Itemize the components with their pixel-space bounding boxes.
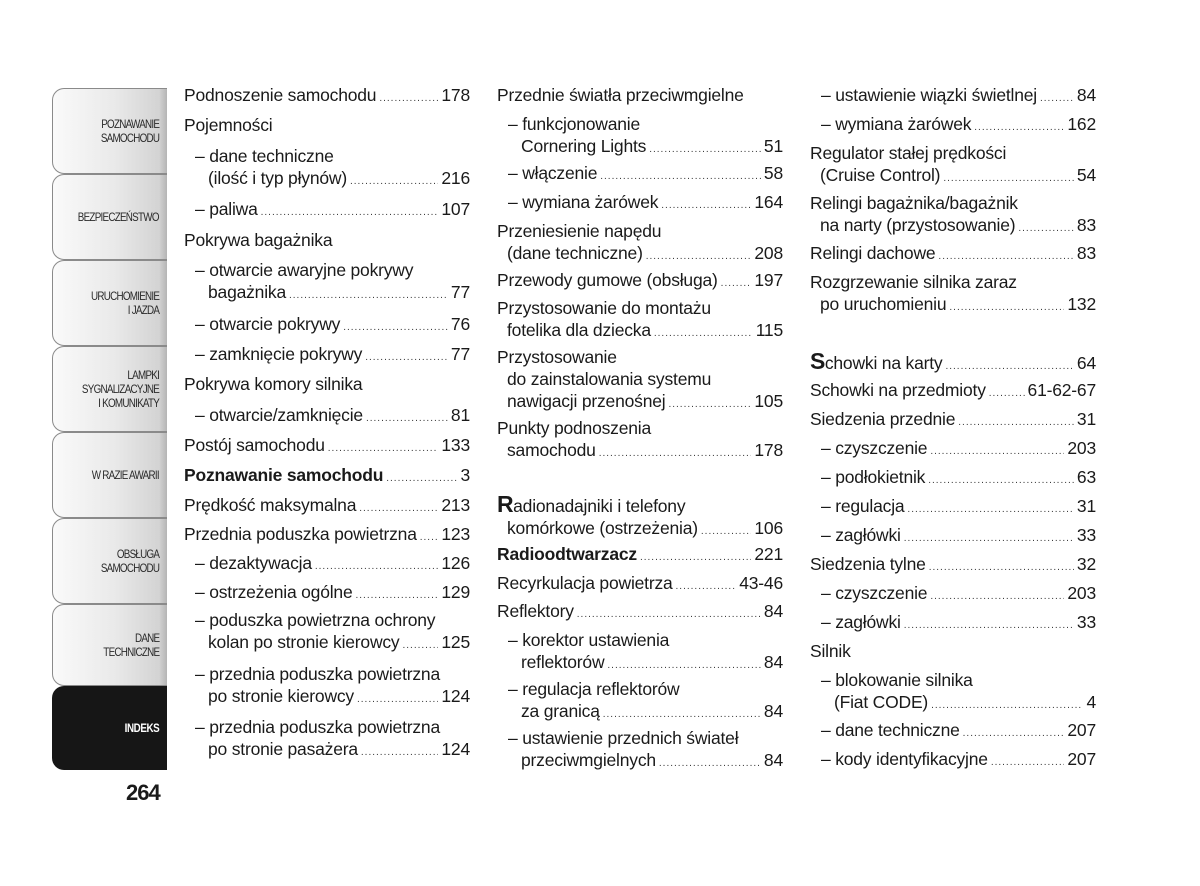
chapter-tab-4[interactable]: [52, 346, 167, 432]
index-entry-text: – zagłówki: [821, 612, 901, 632]
index-entry-text: Radionadajniki i telefony: [497, 491, 686, 517]
dot-leader: [379, 88, 438, 110]
dot-leader: [930, 586, 1064, 608]
index-entry-text: – blokowanie silnika: [821, 670, 973, 690]
index-entry-text: Przystosowanie do montażu: [497, 298, 711, 318]
index-entry-text: bagażnika: [208, 282, 286, 302]
page-reference: 178: [441, 85, 470, 105]
page-reference: 31: [1076, 409, 1096, 429]
dot-leader: [931, 695, 1083, 717]
dot-leader: [420, 527, 439, 549]
page-reference: 207: [1067, 720, 1096, 740]
page-reference: 63: [1076, 467, 1096, 487]
dot-leader: [989, 383, 1025, 405]
dot-leader: [261, 202, 439, 224]
index-entry: [497, 269, 783, 295]
index-entry-text: – dane techniczne: [821, 720, 960, 740]
dot-leader: [577, 604, 761, 626]
index-entry: [810, 242, 1096, 268]
index-entry-text: – zagłówki: [821, 525, 901, 545]
index-entry: [184, 313, 470, 339]
dot-leader: [929, 557, 1074, 579]
index-entry-text: samochodu: [507, 440, 596, 460]
index-entry-text: Siedzenia tylne: [810, 554, 926, 574]
index-entry: [810, 495, 1096, 521]
index-entry: [184, 464, 470, 490]
index-entry: [184, 259, 470, 307]
page-reference: 105: [754, 391, 783, 411]
dot-leader: [328, 438, 439, 460]
index-entry-text: Poznawanie samochodu: [184, 465, 384, 485]
page-reference: 84: [763, 601, 783, 621]
page-number: 264: [126, 780, 160, 805]
dot-leader: [350, 171, 438, 193]
dot-leader: [386, 468, 457, 490]
index-entry-text: Pojemności: [184, 115, 273, 135]
dot-leader: [930, 441, 1064, 463]
index-entry-text: – dezaktywacja: [195, 553, 312, 573]
index-entry-text: Silnik: [810, 641, 851, 661]
page-reference: 83: [1076, 243, 1096, 263]
page-reference: 221: [754, 544, 783, 564]
index-entry: [184, 523, 470, 549]
page-reference: 124: [441, 686, 470, 706]
chapter-tab-7[interactable]: [52, 604, 167, 686]
index-entry-text: po stronie kierowcy: [208, 686, 354, 706]
index-entry: [810, 582, 1096, 608]
page-reference: 133: [441, 435, 470, 455]
index-entry: [497, 629, 783, 677]
page-reference: 203: [1067, 438, 1096, 458]
index-entry: [810, 408, 1096, 434]
index-entry: [184, 198, 470, 224]
chapter-tab-6[interactable]: [52, 518, 167, 604]
index-entry: [184, 404, 470, 430]
chapter-tab-label: LAMPKI SYGNALIZACYJNE I KOMUNIKATY: [81, 368, 159, 410]
dot-leader: [649, 139, 761, 161]
page-reference: 207: [1067, 749, 1096, 769]
index-entry-text: po uruchomieniu: [820, 294, 947, 314]
index-entry-text: Pokrywa bagażnika: [184, 230, 333, 250]
index-entry: [184, 552, 470, 578]
index-entry: [497, 493, 783, 543]
index-entry-text: – ostrzeżenia ogólne: [195, 582, 353, 602]
dot-leader: [343, 317, 448, 339]
index-entry: [810, 379, 1096, 405]
page-reference: 216: [441, 168, 470, 188]
index-entry: [184, 114, 470, 136]
dot-leader: [661, 195, 751, 217]
page-reference: 3: [460, 465, 470, 485]
index-entry-text: – zamknięcie pokrywy: [195, 344, 363, 364]
page-reference: 64: [1076, 353, 1096, 373]
index-entry-text: Schowki na przedmioty: [810, 380, 986, 400]
index-entry: [497, 113, 783, 161]
index-entry: [810, 271, 1096, 319]
index-entry-text: przeciwmgielnych: [521, 750, 656, 770]
page-reference: 115: [755, 320, 783, 340]
index-entry-text: – regulacja reflektorów: [508, 679, 680, 699]
dot-leader: [289, 285, 448, 307]
dot-leader: [721, 273, 752, 295]
index-entry: [810, 350, 1096, 378]
index-entry-text: (dane techniczne): [507, 243, 643, 263]
index-entry-text: Przeniesienie napędu: [497, 221, 662, 241]
dot-leader: [1040, 88, 1074, 110]
index-entry-text: Postój samochodu: [184, 435, 325, 455]
index-entry: [497, 572, 783, 598]
chapter-tab-label: OBSŁUGA SAMOCHODU: [100, 547, 159, 575]
chapter-tab-2[interactable]: [52, 174, 167, 260]
page-reference: 84: [763, 701, 783, 721]
index-entry-text: – kody identyfikacyjne: [821, 749, 988, 769]
chapter-tab-label: INDEKS: [124, 721, 159, 735]
index-entry: [497, 543, 783, 569]
dot-leader: [907, 499, 1074, 521]
index-entry-text: Siedzenia przednie: [810, 409, 956, 429]
page-reference: 4: [1086, 692, 1096, 712]
chapter-tab-1[interactable]: [52, 88, 167, 174]
index-entry: [184, 434, 470, 460]
index-entry-text: – otwarcie/zamknięcie: [195, 405, 363, 425]
index-entry: [497, 346, 783, 416]
index-entry: [810, 466, 1096, 492]
index-entry-text: (ilość i typ płynów): [208, 168, 347, 188]
page-reference: 51: [763, 136, 783, 156]
dot-leader: [945, 356, 1073, 378]
index-entry-text: Pokrywa komory silnika: [184, 374, 363, 394]
index-entry-text: Relingi bagażnika/bagażnik: [810, 193, 1018, 213]
page-reference: 178: [754, 440, 783, 460]
dot-leader: [963, 723, 1065, 745]
chapter-tab-label: DANE TECHNICZNE: [102, 631, 159, 659]
dot-leader: [359, 498, 438, 520]
page-reference: 81: [450, 405, 470, 425]
index-entry: [497, 84, 783, 106]
dot-leader: [904, 615, 1074, 637]
index-entry-text: reflektorów: [521, 652, 605, 672]
page-reference: 32: [1076, 554, 1096, 574]
index-entry: [497, 727, 783, 775]
chapter-tab-label: BEZPIECZEŃSTWO: [78, 210, 159, 224]
dot-leader: [991, 752, 1065, 774]
dot-leader: [958, 412, 1074, 434]
page-reference: 84: [763, 652, 783, 672]
index-entry-text: – otwarcie pokrywy: [195, 314, 341, 334]
dot-leader: [603, 704, 761, 726]
index-entry-text: (Fiat CODE): [834, 692, 929, 712]
chapter-tab-label: URUCHOMIENIE I JAZDA: [90, 289, 159, 317]
index-entry-text: Schowki na karty: [810, 348, 943, 374]
dot-leader: [640, 547, 751, 569]
page-reference: 43-46: [739, 573, 783, 593]
index-entry-text: – korektor ustawienia: [508, 630, 670, 650]
dot-leader: [356, 585, 439, 607]
index-entry: [497, 600, 783, 626]
page-reference: 125: [441, 632, 470, 652]
index-entry: [184, 145, 470, 193]
index-entry: [497, 191, 783, 217]
index-entry: [184, 343, 470, 369]
index-entry-text: po stronie pasażera: [208, 739, 358, 759]
index-entry-text: Prędkość maksymalna: [184, 495, 357, 515]
index-entry-text: – ustawienie przednich świateł: [508, 728, 739, 748]
page-reference: 77: [450, 344, 470, 364]
dot-leader: [646, 246, 752, 268]
index-entry-text: Przystosowanie: [497, 347, 617, 367]
page-reference: 123: [441, 524, 470, 544]
index-entry: [184, 581, 470, 607]
page-reference: 61-62-67: [1027, 380, 1096, 400]
index-entry: [184, 663, 470, 711]
dot-leader: [361, 742, 438, 764]
index-entry: [497, 220, 783, 268]
index-entry-text: – podłokietnik: [821, 467, 926, 487]
index-entry: [184, 229, 470, 251]
page-reference: 31: [1076, 496, 1096, 516]
dot-leader: [943, 168, 1074, 190]
dot-leader: [599, 443, 752, 465]
page-reference: 162: [1067, 114, 1096, 134]
chapter-tab-label: POZNAWANIE SAMOCHODU: [100, 117, 159, 145]
index-entry-text: Recyrkulacja powietrza: [497, 573, 673, 593]
index-entry: [184, 373, 470, 395]
chapter-tab-8[interactable]: [52, 686, 167, 770]
index-entry-text: Relingi dachowe: [810, 243, 936, 263]
index-entry-text: Przewody gumowe (obsługa): [497, 270, 718, 290]
index-entry: [497, 162, 783, 188]
index-entry: [810, 524, 1096, 550]
page-reference: 129: [441, 582, 470, 602]
index-entry-text: Punkty podnoszenia: [497, 418, 652, 438]
dot-leader: [654, 323, 753, 345]
index-entry-text: za granicą: [521, 701, 600, 721]
dot-leader: [949, 297, 1064, 319]
dot-leader: [357, 689, 438, 711]
index-entry: [810, 611, 1096, 637]
index-entry-text: – ustawienie wiązki świetlnej: [821, 85, 1037, 105]
dot-leader: [1018, 218, 1074, 240]
dot-leader: [365, 347, 448, 369]
index-entry: [497, 297, 783, 345]
dot-leader: [938, 246, 1074, 268]
page-reference: 208: [754, 243, 783, 263]
index-entry-text: – paliwa: [195, 199, 258, 219]
page-reference: 83: [1076, 215, 1096, 235]
index-entry-text: – otwarcie awaryjne pokrywy: [195, 260, 414, 280]
dot-leader: [974, 117, 1064, 139]
dot-leader: [600, 166, 761, 188]
index-entry: [810, 719, 1096, 745]
page-reference: 203: [1067, 583, 1096, 603]
chapter-tab-5[interactable]: [52, 432, 167, 518]
dot-leader: [668, 394, 751, 416]
index-entry: [810, 113, 1096, 139]
page-reference: 84: [1076, 85, 1096, 105]
index-entry-text: – przednia poduszka powietrzna: [195, 717, 440, 737]
index-entry: [810, 640, 1096, 662]
index-entry-text: – wymiana żarówek: [821, 114, 972, 134]
index-entry-text: kolan po stronie kierowcy: [208, 632, 400, 652]
chapter-tab-label: W RAZIE AWARII: [91, 468, 159, 482]
index-entry-text: Rozgrzewanie silnika zaraz: [810, 272, 1017, 292]
index-entry-text: Radioodtwarzacz: [497, 544, 637, 564]
page-reference: 164: [754, 192, 783, 212]
index-entry-text: Reflektory: [497, 601, 574, 621]
page-reference: 106: [754, 518, 783, 538]
index-entry: [184, 609, 470, 657]
index-entry: [497, 417, 783, 465]
index-entry-text: – funkcjonowanie: [508, 114, 641, 134]
index-entry-text: fotelika dla dziecka: [507, 320, 651, 340]
index-entry: [184, 716, 470, 764]
index-entry-text: – poduszka powietrzna ochrony: [195, 610, 436, 630]
page-reference: 77: [450, 282, 470, 302]
index-entry-text: do zainstalowania systemu: [507, 369, 712, 389]
index-entry-text: – czyszczenie: [821, 438, 928, 458]
page-reference: 107: [441, 199, 470, 219]
index-entry: [810, 748, 1096, 774]
index-entry: [810, 437, 1096, 463]
index-entry-text: na narty (przystosowanie): [820, 215, 1016, 235]
index-entry-text: – dane techniczne: [195, 146, 334, 166]
page-reference: 76: [450, 314, 470, 334]
page-reference: 58: [763, 163, 783, 183]
index-entry: [184, 494, 470, 520]
index-entry-text: Przednie światła przeciwmgielne: [497, 85, 744, 105]
index-entry: [810, 192, 1096, 240]
index-entry: [810, 669, 1096, 717]
dot-leader: [928, 470, 1074, 492]
page-reference: 84: [763, 750, 783, 770]
index-entry-text: nawigacji przenośnej: [507, 391, 666, 411]
page-reference: 132: [1067, 294, 1096, 314]
index-entry: [184, 84, 470, 110]
index-entry-text: komórkowe (ostrzeżenia): [507, 518, 698, 538]
index-entry-text: Podnoszenie samochodu: [184, 85, 377, 105]
index-entry-text: Cornering Lights: [521, 136, 647, 156]
dot-leader: [402, 635, 438, 657]
index-entry-text: – włączenie: [508, 163, 598, 183]
index-entry: [810, 553, 1096, 579]
dot-leader: [701, 521, 752, 543]
page-reference: 33: [1076, 612, 1096, 632]
page-reference: 197: [754, 270, 783, 290]
dot-leader: [315, 556, 439, 578]
page-reference: 33: [1076, 525, 1096, 545]
dot-leader: [366, 408, 448, 430]
index-entry: [497, 678, 783, 726]
index-entry-text: – wymiana żarówek: [508, 192, 659, 212]
index-entry: [810, 84, 1096, 110]
page-reference: 124: [441, 739, 470, 759]
dot-leader: [607, 655, 761, 677]
page-reference: 126: [441, 553, 470, 573]
chapter-tab-3[interactable]: [52, 260, 167, 346]
dot-leader: [676, 576, 737, 598]
index-entry-text: – przednia poduszka powietrzna: [195, 664, 440, 684]
page-reference: 54: [1076, 165, 1096, 185]
index-entry-text: Przednia poduszka powietrzna: [184, 524, 417, 544]
index-entry-text: (Cruise Control): [820, 165, 941, 185]
index-entry: [810, 142, 1096, 190]
index-entry-text: Regulator stałej prędkości: [810, 143, 1007, 163]
dot-leader: [904, 528, 1074, 550]
index-entry-text: – czyszczenie: [821, 583, 928, 603]
index-entry-text: – regulacja: [821, 496, 905, 516]
dot-leader: [659, 753, 761, 775]
page-reference: 213: [441, 495, 470, 515]
